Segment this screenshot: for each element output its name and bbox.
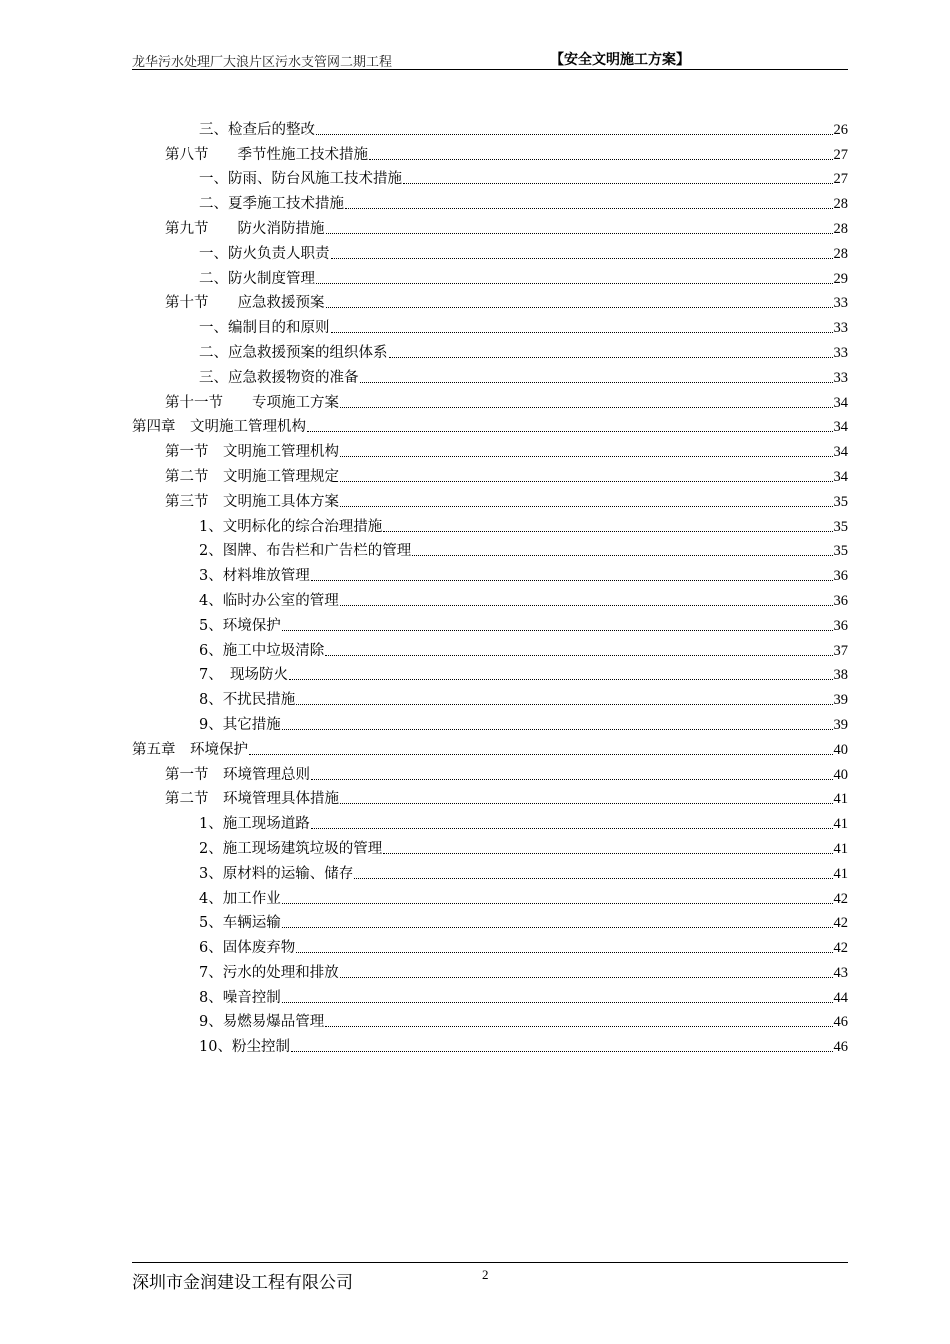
toc-entry-page: 28 <box>833 245 848 262</box>
toc-entry-title: 一、编制目的和原则 <box>199 320 330 337</box>
toc-dot-leader <box>325 1026 832 1027</box>
toc-entry-title: 第四章 文明施工管理机构 <box>132 419 306 436</box>
toc-entry[interactable] <box>132 213 848 238</box>
toc-entry-title: 7、污水的处理和排放 <box>199 964 339 981</box>
toc-dot-leader <box>289 679 833 680</box>
toc-entry-page: 40 <box>833 741 848 758</box>
toc-dot-leader <box>360 382 833 383</box>
toc-entry-page: 33 <box>833 344 848 361</box>
toc-dot-leader <box>316 134 833 135</box>
toc-entry-page: 46 <box>833 1014 848 1031</box>
toc-entry-title: 2、图牌、布告栏和广告栏的管理 <box>199 543 412 560</box>
toc-entry-page: 38 <box>833 667 848 684</box>
toc-entry[interactable] <box>132 759 848 784</box>
company-name: 深圳市金润建设工程有限公司 <box>132 1273 353 1293</box>
toc-dot-leader <box>326 307 833 308</box>
toc-entry-title: 二、夏季施工技术措施 <box>199 196 344 213</box>
toc-entry-page: 33 <box>833 295 848 312</box>
toc-entry[interactable] <box>132 1031 848 1056</box>
toc-dot-leader <box>311 580 833 581</box>
toc-entry-page: 36 <box>833 617 848 634</box>
toc-dot-leader <box>345 208 833 209</box>
toc-dot-leader <box>340 407 833 408</box>
toc-entry-title: 三、检查后的整改 <box>199 121 315 138</box>
toc-dot-leader <box>354 878 832 879</box>
toc-entry[interactable] <box>132 957 848 982</box>
toc-entry-page: 39 <box>833 716 848 733</box>
toc-entry-page: 43 <box>833 964 848 981</box>
toc-entry-page: 41 <box>833 816 848 833</box>
table-of-contents <box>132 114 848 1056</box>
toc-dot-leader <box>282 1002 833 1003</box>
toc-entry[interactable] <box>132 883 848 908</box>
toc-entry[interactable] <box>132 684 848 709</box>
toc-entry[interactable] <box>132 610 848 635</box>
toc-dot-leader <box>383 531 832 532</box>
toc-entry[interactable] <box>132 932 848 957</box>
toc-entry[interactable] <box>132 982 848 1007</box>
project-title: 龙华污水处理厂大浪片区污水支管网二期工程 <box>132 55 393 70</box>
toc-entry[interactable] <box>132 808 848 833</box>
toc-entry-page: 37 <box>833 642 848 659</box>
toc-entry-title: 第一节 文明施工管理机构 <box>165 444 339 461</box>
toc-entry-page: 33 <box>833 369 848 386</box>
toc-entry[interactable] <box>132 635 848 660</box>
toc-entry-page: 36 <box>833 592 848 609</box>
toc-entry-title: 9、易燃易爆品管理 <box>199 1014 325 1031</box>
toc-entry-page: 29 <box>833 270 848 287</box>
toc-entry-title: 第八节 季节性施工技术措施 <box>165 146 368 163</box>
toc-dot-leader <box>316 283 833 284</box>
page-footer <box>132 1262 848 1303</box>
toc-entry-page: 34 <box>833 444 848 461</box>
toc-entry-page: 40 <box>833 766 848 783</box>
toc-dot-leader <box>340 481 833 482</box>
toc-entry-title: 7、 现场防火 <box>199 667 288 684</box>
toc-entry[interactable] <box>132 139 848 164</box>
toc-entry[interactable] <box>132 337 848 362</box>
toc-dot-leader <box>383 853 832 854</box>
toc-dot-leader <box>403 183 833 184</box>
toc-dot-leader <box>296 952 832 953</box>
page-number: 2 <box>482 1267 489 1282</box>
toc-entry[interactable] <box>132 908 848 933</box>
toc-dot-leader <box>340 605 833 606</box>
toc-entry-page: 35 <box>833 518 848 535</box>
toc-entry-page: 34 <box>833 419 848 436</box>
toc-dot-leader <box>340 803 833 804</box>
toc-entry-title: 第一节 环境管理总则 <box>165 766 310 783</box>
toc-entry[interactable] <box>132 784 848 809</box>
toc-entry-title: 1、施工现场道路 <box>199 816 310 833</box>
toc-dot-leader <box>412 555 832 556</box>
toc-entry-title: 2、施工现场建筑垃圾的管理 <box>199 840 383 857</box>
toc-entry-page: 28 <box>833 220 848 237</box>
toc-dot-leader <box>291 1051 833 1052</box>
toc-entry-title: 一、防雨、防台风施工技术措施 <box>199 171 402 188</box>
toc-dot-leader <box>282 630 833 631</box>
toc-entry[interactable] <box>132 486 848 511</box>
toc-entry[interactable] <box>132 238 848 263</box>
toc-entry[interactable] <box>132 511 848 536</box>
toc-entry-title: 第九节 防火消防措施 <box>165 220 325 237</box>
toc-entry[interactable] <box>132 1007 848 1032</box>
toc-entry-page: 41 <box>833 791 848 808</box>
toc-entry-title: 6、固体废弃物 <box>199 940 296 957</box>
toc-entry[interactable] <box>132 288 848 313</box>
toc-entry-page: 42 <box>833 940 848 957</box>
toc-entry-page: 28 <box>833 196 848 213</box>
toc-entry-page: 26 <box>833 121 848 138</box>
toc-entry-title: 3、原材料的运输、储存 <box>199 865 354 882</box>
toc-entry-page: 35 <box>833 493 848 510</box>
toc-entry-page: 41 <box>833 865 848 882</box>
toc-dot-leader <box>307 431 833 432</box>
toc-entry-title: 第二节 环境管理具体措施 <box>165 791 339 808</box>
toc-dot-leader <box>331 258 833 259</box>
toc-entry-title: 三、应急救援物资的准备 <box>199 369 359 386</box>
toc-entry[interactable] <box>132 387 848 412</box>
toc-dot-leader <box>249 754 833 755</box>
toc-entry[interactable] <box>132 560 848 585</box>
toc-entry-page: 27 <box>833 171 848 188</box>
toc-dot-leader <box>340 506 833 507</box>
toc-entry-title: 二、应急救援预案的组织体系 <box>199 344 388 361</box>
toc-entry-page: 41 <box>833 840 848 857</box>
toc-entry-title: 二、防火制度管理 <box>199 270 315 287</box>
toc-entry[interactable] <box>132 585 848 610</box>
toc-entry-page: 35 <box>833 543 848 560</box>
toc-dot-leader <box>282 903 833 904</box>
toc-entry-title: 8、噪音控制 <box>199 989 281 1006</box>
toc-dot-leader <box>369 159 833 160</box>
toc-dot-leader <box>282 729 833 730</box>
toc-entry-page: 42 <box>833 915 848 932</box>
toc-entry[interactable] <box>132 734 848 759</box>
toc-entry-title: 5、环境保护 <box>199 617 281 634</box>
toc-entry-title: 6、施工中垃圾清除 <box>199 642 325 659</box>
toc-entry[interactable] <box>132 412 848 437</box>
toc-entry[interactable] <box>132 263 848 288</box>
toc-dot-leader <box>325 655 832 656</box>
toc-entry-title: 第五章 环境保护 <box>132 741 248 758</box>
toc-dot-leader <box>331 332 833 333</box>
toc-entry[interactable] <box>132 833 848 858</box>
toc-entry[interactable] <box>132 312 848 337</box>
toc-entry[interactable] <box>132 461 848 486</box>
toc-dot-leader <box>282 927 833 928</box>
toc-entry-title: 第十节 应急救援预案 <box>165 295 325 312</box>
toc-entry-page: 42 <box>833 890 848 907</box>
toc-entry-title: 一、防火负责人职责 <box>199 245 330 262</box>
toc-dot-leader <box>296 704 832 705</box>
toc-entry[interactable] <box>132 660 848 685</box>
toc-dot-leader <box>389 357 833 358</box>
toc-entry[interactable] <box>132 164 848 189</box>
toc-entry-page: 36 <box>833 568 848 585</box>
toc-entry-title: 5、车辆运输 <box>199 915 281 932</box>
toc-entry-title: 8、不扰民措施 <box>199 692 296 709</box>
toc-entry-title: 3、材料堆放管理 <box>199 568 310 585</box>
toc-dot-leader <box>340 977 833 978</box>
toc-entry[interactable] <box>132 436 848 461</box>
document-title: 【安全文明施工方案】 <box>550 52 690 68</box>
toc-entry-page: 39 <box>833 692 848 709</box>
toc-entry[interactable] <box>132 362 848 387</box>
toc-entry-title: 第三节 文明施工具体方案 <box>165 493 339 510</box>
toc-entry[interactable] <box>132 114 848 139</box>
toc-entry[interactable] <box>132 709 848 734</box>
toc-entry-title: 第二节 文明施工管理规定 <box>165 468 339 485</box>
toc-dot-leader <box>326 233 833 234</box>
toc-entry-page: 34 <box>833 468 848 485</box>
toc-entry-title: 9、其它措施 <box>199 716 281 733</box>
toc-entry-page: 27 <box>833 146 848 163</box>
toc-entry-title: 10、粉尘控制 <box>199 1039 290 1056</box>
toc-dot-leader <box>311 828 833 829</box>
toc-dot-leader <box>311 779 833 780</box>
toc-entry[interactable] <box>132 536 848 561</box>
toc-entry-title: 4、临时办公室的管理 <box>199 592 339 609</box>
toc-entry-title: 1、文明标化的综合治理措施 <box>199 518 383 535</box>
toc-entry-page: 46 <box>833 1039 848 1056</box>
toc-entry[interactable] <box>132 188 848 213</box>
toc-entry-page: 33 <box>833 320 848 337</box>
toc-entry-title: 第十一节 专项施工方案 <box>165 394 339 411</box>
toc-entry-page: 44 <box>833 989 848 1006</box>
toc-entry[interactable] <box>132 858 848 883</box>
toc-entry-page: 34 <box>833 394 848 411</box>
toc-dot-leader <box>340 456 833 457</box>
toc-entry-title: 4、加工作业 <box>199 890 281 907</box>
page-header <box>132 49 848 70</box>
